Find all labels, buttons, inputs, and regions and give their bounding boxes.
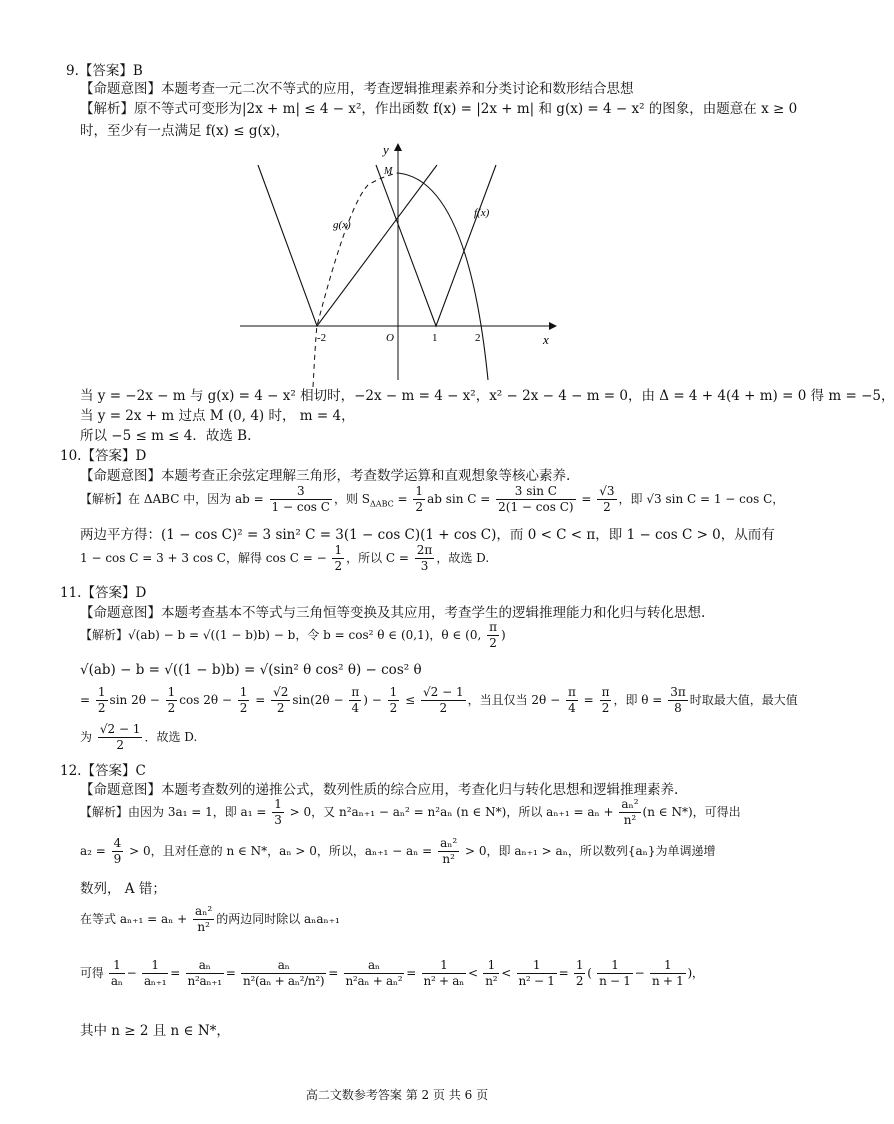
q11-analysis-line3: = $\frac{1}{2}$ sin 2θ − $\frac{1}{2}$ cos 2θ − $\frac{1}{2}$ = $\frac{√2}{2}$ sin(2θ − $\frac{\pi}{4}$ ) − $\frac{1}{2}$ ≤ $\frac{√2 - 1}{2}$ ，当且仅当 2θ − $\frac{\pi}{4}$ = $\frac{\pi}{2}$ ，即 θ = $\frac{3\pi}{8}$ 时取最大值，最大值 [80, 685, 798, 715]
page-footer: 高二文数参考答案 第 2 页 共 6 页 [305, 1088, 489, 1102]
q9-analysis-line1: 【解析】原不等式可变形为|2x + m| ≤ 4 − x²，作出函数 f(x) = |2x + m| 和 g(x) = 4 − x² 的图象，由题意在 x ≥ 0 [80, 101, 798, 117]
q12-analysis-line3: 数列， A 错； [80, 881, 166, 897]
q12-intent: 【命题意图】本题考查数列的递推公式，数列性质的综合应用，考查化归与转化思想和逻辑推理素养. [80, 782, 679, 798]
q9-line5: 所以 −5 ≤ m ≤ 4．故选 B. [80, 428, 252, 444]
f-label: f(x) [474, 207, 490, 219]
q9-answer: 9.【答案】B [66, 63, 143, 79]
q12-answer: 12.【答案】C [60, 763, 146, 779]
q10-answer: 10.【答案】D [60, 448, 147, 464]
origin-label: O [386, 332, 394, 344]
q11-answer: 11.【答案】D [60, 585, 147, 601]
q12-analysis-line2: a₂ = $\frac{4}{9}$ > 0，且对任意的 n ∈ N*，aₙ > 0，所以，aₙ₊₁ − aₙ = $\frac{\text{aₙ²}}{\text{n²}}$ > 0，即 aₙ₊₁ > aₙ，所以数列{aₙ}为单调递增 [80, 836, 716, 866]
q11-analysis-line4: 为 $\frac{√2 - 1}{2}$ ．故选 D. [80, 722, 198, 752]
x-axis-label: x [543, 332, 549, 347]
q11-analysis-line1: 【解析】√(ab) − b = √((1 − b)b) − b，令 b = cos² θ ∈ (0,1)，θ ∈ (0, $\frac{\pi}{2}$ ) [80, 620, 506, 650]
tick-neg2: -2 [317, 332, 327, 344]
q12-analysis-line4: 在等式 aₙ₊₁ = aₙ + $\frac{\text{aₙ²}}{\text{n²}}$ 的两边同时除以 aₙaₙ₊₁ [80, 904, 340, 934]
q10-intent: 【命题意图】本题考查正余弦定理解三角形，考查数学运算和直观想象等核心素养. [80, 468, 571, 484]
f-curve-m4 [258, 165, 437, 326]
g-label: g(x) [333, 219, 351, 231]
q11-intent: 【命题意图】本题考查基本不等式与三角恒等变换及其应用，考查学生的逻辑推理能力和化归与转化思想. [80, 605, 706, 621]
function-graph [238, 140, 568, 385]
q10-analysis-line2: 两边平方得：(1 − cos C)² = 3 sin² C = 3(1 − cos C)(1 + cos C)，而 0 < C < π，即 1 − cos C > 0，从而有 [80, 527, 775, 543]
q9-intent: 【命题意图】本题考查一元二次不等式的应用，考查逻辑推理素养和分类讨论和数形结合思想 [80, 81, 634, 97]
g-curve-solid [398, 173, 488, 380]
q12-analysis-line5: 可得 $\frac{1}{\text{aₙ}}$ − $\frac{1}{\text{aₙ₊₁}}$ = $\frac{\text{aₙ}}{\text{n²aₙ₊₁}}$ = $\frac{\text{aₙ}}{\text{n²(aₙ + aₙ²/n²)}}$ = $\frac{\text{aₙ}}{\text{n²aₙ + aₙ²}}$ = $\frac{1}{\text{n² + aₙ}}$ < $\frac{1}{\text{n²}}$ < $\frac{1}{\text{n² − 1}}$ = $\frac{1}{2}$ ( $\frac{1}{n - 1}$ − $\frac{1}{n + 1}$ )， [80, 958, 704, 988]
tick-2: 2 [475, 332, 481, 344]
f-curve-m-5 [376, 165, 496, 326]
q12-analysis-line6: 其中 n ≥ 2 且 n ∈ N*， [80, 1023, 230, 1039]
q10-analysis-line3: 1 − cos C = 3 + 3 cos C，解得 cos C = − $\frac{1}{2}$ ，所以 C = $\frac{2\pi}{3}$ ，故选 D. [80, 543, 490, 573]
q11-analysis-line2: √(ab) − b = √((1 − b)b) = √(sin² θ cos² θ) − cos² θ [80, 662, 422, 678]
g-curve-dashed [313, 173, 398, 387]
q12-analysis-line1: 【解析】由因为 3a₁ = 1，即 a₁ = $\frac{1}{3}$ > 0，又 n²aₙ₊₁ − aₙ² = n²aₙ (n ∈ N*)，所以 aₙ₊₁ = aₙ + $\frac{\text{aₙ²}}{\text{n²}}$ (n ∈ N*)，可得出 [80, 797, 741, 827]
q9-line4: 当 y = 2x + m 过点 M (0, 4) 时， m = 4， [80, 408, 355, 424]
q10-analysis-line1: 【解析】在 ΔABC 中，因为 ab = $\frac{3}{\text{1 − cos C}}$ ，则 $S_{\Delta ABC}$ = $\frac{1}{2}$ ab sin C = $\frac{\text{3 sin C}}{\text{2(1 − cos C)}}$ = $\frac{√3}{2}$ ，即 √3 sin C = 1 − cos C， [80, 484, 785, 514]
q9-analysis-line2: 时，至少有一点满足 f(x) ≤ g(x)， [80, 123, 290, 139]
y-axis-label: y [383, 142, 389, 157]
point-m-label: M [384, 166, 393, 177]
q9-line3: 当 y = −2x − m 与 g(x) = 4 − x² 相切时，−2x − m = 4 − x²，x² − 2x − 4 − m = 0，由 Δ = 4 + 4(4 + m) = 0 得 m = −5， [80, 388, 894, 404]
tick-1: 1 [432, 332, 438, 344]
